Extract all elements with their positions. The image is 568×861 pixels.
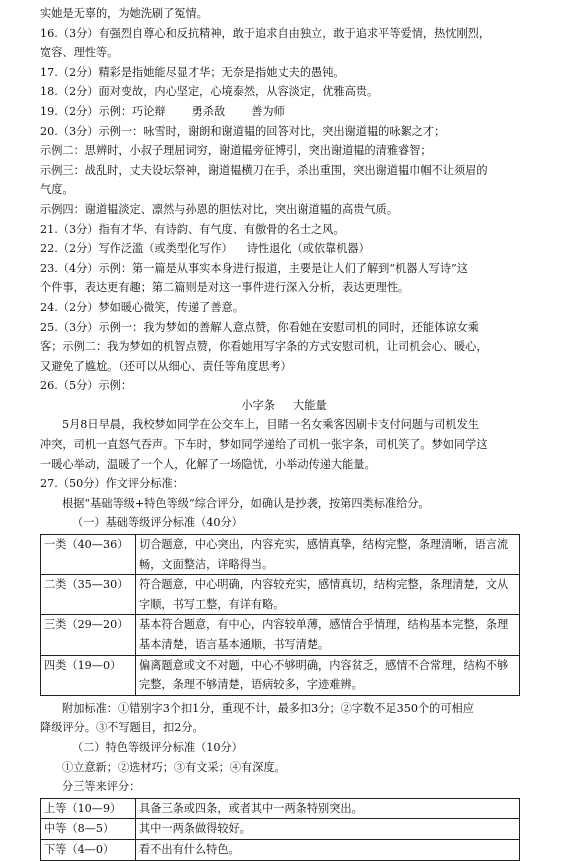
- answer-17: 17.（2分）精彩是指她能尽显才华；无奈是指她丈夫的愚钝。: [40, 65, 345, 79]
- scoring-standard: [40, 474, 528, 860]
- table-row: [41, 535, 520, 575]
- answer-20-line-2: 示例二：思辨时，小叔子理屈词穷，谢道韫旁征博引，突出谢道韫的清雅睿智；: [40, 144, 432, 158]
- essay-line-2: 冲突，司机一直怒气吞声。下车时，梦如同学递给了司机一张字条，司机笑了。梦如同学这: [40, 438, 488, 452]
- answer-26: 26.（5分）示例：: [40, 379, 133, 393]
- answer-23-line-2: 个件事，表达更有趣；第二篇则是对这一事件进行深入分析，表达更理性。: [40, 281, 410, 295]
- table-row: [41, 575, 520, 615]
- table-row: [41, 839, 520, 860]
- answer-18: 18.（2分）面对变故，内心坚定，心境泰然，从容淡定，优雅高贵。: [40, 85, 379, 99]
- answer-20-line-3: 示例三：战乱时，丈夫设坛祭神，谢道韫横刀在手，杀出重围，突出谢道韫巾帼不让须眉的: [40, 163, 488, 177]
- text-line: 实她是无辜的，为她洗刷了冤情。: [40, 7, 208, 20]
- grade-level: 中等（8—5）: [41, 819, 136, 840]
- essay-line-1: 5月8日早晨，我校梦如同学在公交车上，目睹一名女乘客因刷卡支付问题与司机发生: [62, 418, 479, 432]
- answer-25-line-3: 又避免了尴尬。（还可以从细心、责任等角度思考）: [40, 359, 292, 373]
- answer-22: [40, 239, 528, 259]
- feature-grade-title: （二）特色等级评分标准（10分）: [72, 740, 243, 754]
- essay-title-a: 小字条: [241, 398, 275, 412]
- basic-grade-title: （一）基础等级评分标准（40分）: [72, 516, 243, 530]
- grade-level: 上等（10—9）: [41, 798, 136, 819]
- grade-description: 基本符合题意，有中心，内容较单薄，感情合乎情理，结构基本完整，条理基本清楚，语言基本通顺，书写清楚。: [136, 615, 520, 655]
- basic-grade-table: [40, 534, 520, 696]
- answer-20-line-4: 气度。: [40, 183, 74, 197]
- table-row: [41, 798, 520, 819]
- answer-19-lead: 19.（2分）示例：巧论辩: [40, 104, 166, 118]
- feature-items: ①立意新；②选材巧；③有文采；④有深度。: [62, 760, 286, 774]
- grade-description: 其中一两条做得较好。: [136, 819, 520, 840]
- answers-mid: [40, 122, 528, 396]
- extra-standard-line-2: 降级评分。③不写题目，扣2分。: [40, 721, 204, 735]
- grade-level: 四类（19—0）: [41, 655, 136, 695]
- grade-description: 切合题意，中心突出，内容充实，感情真挚，结构完整，条理清晰，语言流畅，文面整洁，详略得当。: [136, 535, 520, 575]
- table-row: [41, 655, 520, 695]
- answers-top: [40, 4, 528, 122]
- answer-27: 27.（50分）作文评分标准：: [40, 477, 184, 491]
- grade-description: 看不出有什么特色。: [136, 839, 520, 860]
- table-row: [41, 615, 520, 655]
- answer-19-b: 勇杀敌: [191, 104, 226, 118]
- feature-grade-table: [40, 798, 520, 861]
- grade-description: 偏离题意或文不对题，中心不够明确，内容贫乏，感情不合常理，结构不够完整，条理不够清楚，语病较多，字迹难辨。: [136, 655, 520, 695]
- answer-16-line-1: 16.（3分）有强烈自尊心和反抗精神，敢于追求自由独立，敢于追求平等爱情，热忱刚烈，: [40, 26, 491, 40]
- answer-19-c: 善为师: [251, 104, 285, 118]
- answer-25-line-1: 25.（3分）示例一：我为梦如的善解人意点赞，你看她在安慰司机的同时，还能体谅女乘: [40, 320, 479, 334]
- answer-16-line-2: 宽容、理性等。: [40, 46, 119, 60]
- essay-title-b: 大能量: [293, 398, 327, 412]
- answer-22-b: 诗性退化（或依靠机器）: [246, 242, 370, 256]
- grade-description: 符合题意，中心明确，内容较充实，感情真切，结构完整，条理清楚，文从字顺，书写工整，有详有略。: [136, 575, 520, 615]
- extra-standard-line-1: 附加标准：①错别字3个扣1分，重现不计，最多扣3分；②字数不足350个的可相应: [62, 701, 474, 715]
- answer-23-line-1: 23.（4分）示例：第一篇是从事实本身进行报道，主要是让人们了解到“机器人写诗”这: [40, 261, 468, 275]
- grade-level: 二类（35—30）: [41, 575, 136, 615]
- essay-title: [40, 396, 528, 416]
- feature-subtitle: 分三等来评分：: [62, 780, 141, 794]
- answer-25-line-2: 客；示例二：我为梦如的机智点赞，你看她用写字条的方式安慰司机，让司机会心、暖心，: [40, 340, 488, 354]
- essay-line-3: 一暖心举动，温暖了一个人，化解了一场隐忧，小举动传递大能量。: [40, 457, 376, 471]
- answer-22-lead: 22.（2分）写作泛滥（或类型化写作）: [40, 242, 233, 256]
- sample-essay: [40, 396, 528, 474]
- answer-20-line-1: 20.（3分）示例一：咏雪时，谢朗和谢道韫的回答对比，突出谢道韫的咏絮之才；: [40, 124, 446, 138]
- grade-level: 下等（4—0）: [41, 839, 136, 860]
- answer-19: [40, 102, 528, 122]
- scoring-intro: 根据“基础等级+特色等级”综合评分，如确认是抄袭，按第四类标准给分。: [62, 496, 430, 510]
- table-row: [41, 819, 520, 840]
- answer-24: 24.（2分）梦如暖心微笑，传递了善意。: [40, 300, 244, 314]
- answer-20-line-5: 示例四：谢道韫淡定、凛然与孙恩的胆怯对比，突出谢道韫的高贵气质。: [40, 202, 399, 216]
- grade-level: 一类（40—36）: [41, 535, 136, 575]
- grade-description: 具备三条或四条，或者其中一两条特别突出。: [136, 798, 520, 819]
- grade-level: 三类（29—20）: [41, 615, 136, 655]
- answer-21: 21.（3分）指有才华、有诗韵、有气度、有傲骨的名士之风。: [40, 222, 345, 236]
